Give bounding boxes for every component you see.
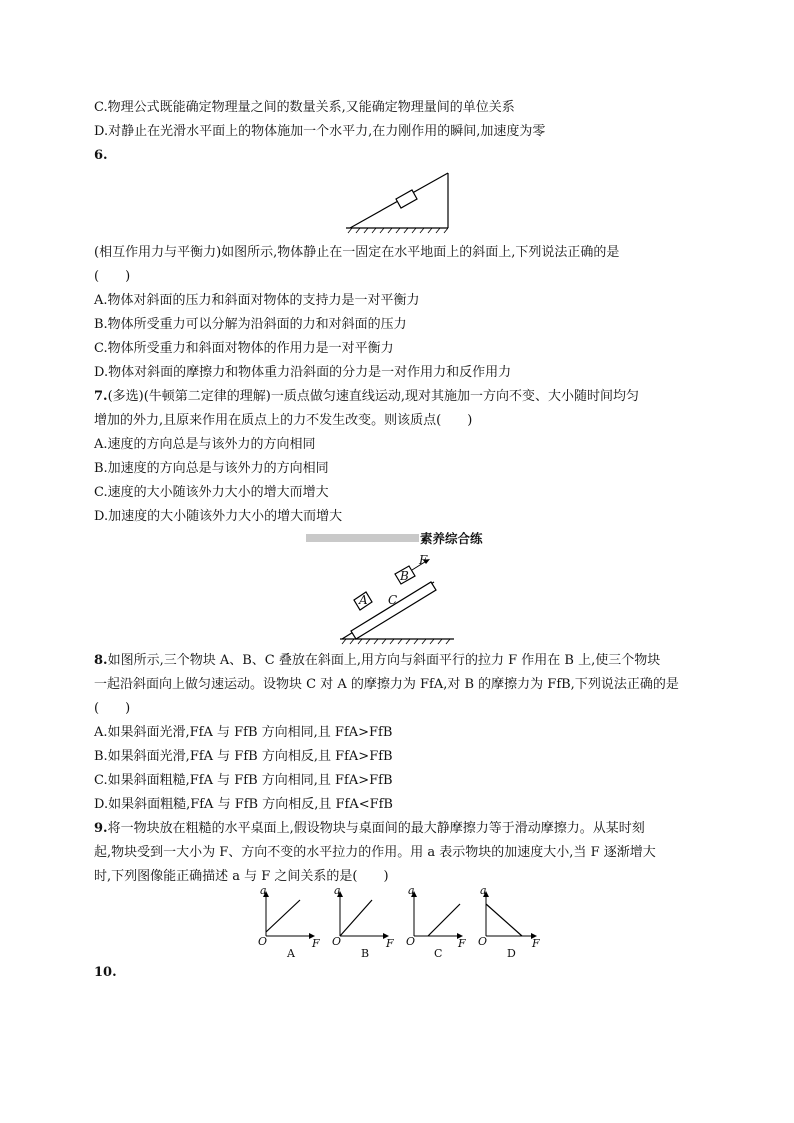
q5-option-d: D.对静止在光滑水平面上的物体施加一个水平力,在力刚作用的瞬间,加速度为零: [94, 124, 546, 139]
graph-b-x-label: F: [386, 937, 394, 950]
graph-c-y-label: a: [408, 884, 415, 897]
q7-stem: 7.(多选)(牛顿第二定律的理解)一质点做匀速直线运动,现对其施加一方向不变、大小随时间均匀: [94, 389, 639, 404]
q7-option-a: A.速度的方向总是与该外力的方向相同: [94, 437, 316, 452]
q9-stem-cont2: 时,下列图像能正确描述 a 与 F 之间关系的是( ): [94, 869, 389, 884]
graph-d: [486, 892, 536, 936]
q8-option-d: D.如果斜面粗糙,FfA 与 FfB 方向相反,且 FfA<FfB: [94, 797, 393, 812]
q8-option-c: C.如果斜面粗糙,FfA 与 FfB 方向相同,且 FfA>FfB: [94, 773, 393, 788]
force-f-label: F: [419, 553, 428, 567]
q8-stacked-blocks-figure: [336, 552, 462, 646]
q6-paren: ( ): [94, 269, 131, 284]
q6-number: 6.: [94, 148, 108, 163]
q7-stem-cont: 增加的外力,且原来作用在质点上的力不发生改变。则该质点( ): [94, 413, 473, 428]
graph-d-x-label: F: [532, 937, 540, 950]
q8-stem-cont: 一起沿斜面向上做匀速运动。设物块 C 对 A 的摩擦力为 FfA,对 B 的摩擦力为 FfB,下列说法正确的是: [94, 677, 679, 692]
q9-stem: 9.将一物块放在粗糙的水平桌面上,假设物块与桌面间的最大静摩擦力等于滑动摩擦力。从某时刻: [94, 821, 645, 836]
graph-d-origin: O: [478, 935, 488, 948]
graph-b-origin: O: [332, 935, 342, 948]
graph-a-caption: A: [287, 947, 295, 960]
graph-b-y-label: a: [334, 884, 341, 897]
graph-d-caption: D: [507, 947, 516, 960]
section-bar: [306, 534, 419, 542]
section-title: 素养综合练: [420, 531, 483, 546]
q8-option-b: B.如果斜面光滑,FfA 与 FfB 方向相反,且 FfA>FfB: [94, 749, 393, 764]
q6-option-d: D.物体对斜面的摩擦力和物体重力沿斜面的分力是一对作用力和反作用力: [94, 365, 512, 380]
q5-option-c: C.物理公式既能确定物理量之间的数量关系,又能确定物理量间的单位关系: [94, 100, 515, 115]
q7-option-b: B.加速度的方向总是与该外力的方向相同: [94, 461, 329, 476]
graph-c-caption: C: [434, 947, 443, 960]
graph-b: [340, 892, 388, 936]
q9-graphs: [256, 886, 546, 962]
q7-option-c: C.速度的大小随该外力大小的增大而增大: [94, 485, 329, 500]
block-a-label: A: [359, 593, 368, 607]
graph-c: [414, 892, 462, 936]
graph-b-caption: B: [361, 947, 370, 960]
q8-paren: ( ): [94, 701, 131, 716]
block-c-label: C: [388, 593, 398, 607]
q10-number: 10.: [94, 965, 117, 980]
graph-d-y-label: a: [480, 884, 487, 897]
q6-option-b: B.物体所受重力可以分解为沿斜面的力和对斜面的压力: [94, 317, 407, 332]
graph-a-y-label: a: [260, 884, 267, 897]
graph-a-x-label: F: [312, 937, 320, 950]
graph-a-origin: O: [258, 935, 268, 948]
q9-stem-cont: 起,物块受到一大小为 F、方向不变的水平拉力的作用。用 a 表示物块的加速度大小,当 F 逐渐增大: [94, 845, 656, 860]
q7-option-d: D.加速度的大小随该外力大小的增大而增大: [94, 509, 343, 524]
graph-a: [266, 892, 314, 936]
q6-option-a: A.物体对斜面的压力和斜面对物体的支持力是一对平衡力: [94, 293, 420, 308]
graph-c-origin: O: [406, 935, 416, 948]
graph-c-x-label: F: [458, 937, 466, 950]
block-b-label: B: [400, 569, 409, 583]
q6-incline-figure: [340, 170, 460, 234]
q6-option-c: C.物体所受重力和斜面对物体的作用力是一对平衡力: [94, 341, 394, 356]
q8-stem: 8.如图所示,三个物块 A、B、C 叠放在斜面上,用方向与斜面平行的拉力 F 作用在 B 上,使三个物块: [94, 653, 661, 668]
q6-stem: (相互作用力与平衡力)如图所示,物体静止在一固定在水平地面上的斜面上,下列说法正确的是: [94, 245, 620, 260]
q8-option-a: A.如果斜面光滑,FfA 与 FfB 方向相同,且 FfA>FfB: [94, 725, 393, 740]
